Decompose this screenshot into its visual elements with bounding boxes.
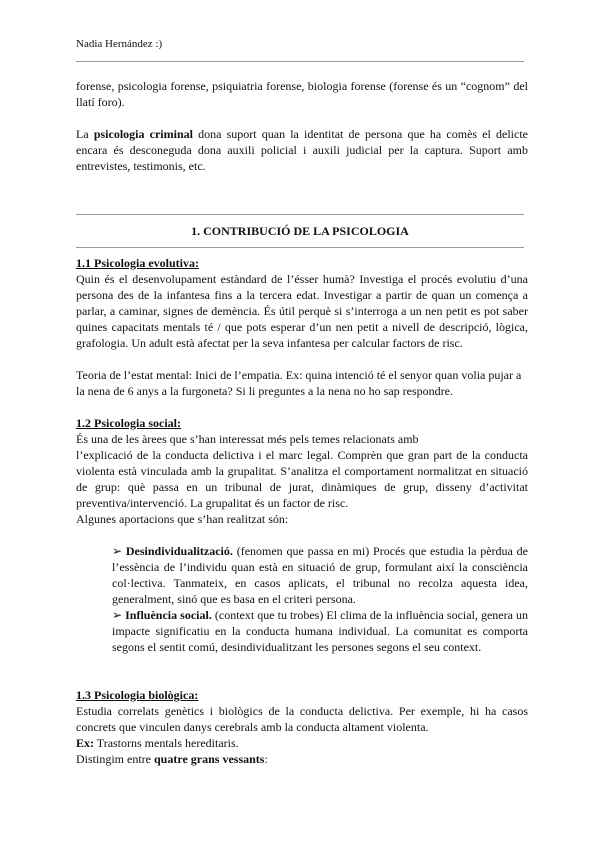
header-divider	[76, 61, 524, 62]
distinction-pre: Distingim entre	[76, 752, 154, 766]
intro-paragraph-1: forense, psicologia forense, psiquiatria forense, biologia forense (forense és un “cognom” del llatí foro).	[76, 79, 528, 109]
biologica-body: Estudia correlats genètics i biològics de la conducta delictiva. Per exemple, hi ha casos concrets que vinculen danys cerebrals amb la conducta altament violenta.	[76, 704, 528, 734]
bullet-term: Desindividualització.	[125, 544, 233, 558]
intro-p2-post: dona suport quan la identitat de persona que ha comès el delicte encara és desconeguda dona auxili policial i auxili judicial per la captura. Suport amb entrevistes, testimonis, etc.	[76, 127, 529, 173]
heading-text: 1.2 Psicologia social:	[76, 416, 181, 430]
social-body: l’explicació de la conducta delictiva i el marc legal. Comprèn que gran part de la conducta violenta està vinculada amb la grupalitat. S’analitza el comportament normalitzat en situació de grup: què passa en un tribunal de jurat, dinàmiques de grup, disseny d’activitat preventiva/intervenció. La grupalitat és un factor de risc.	[76, 448, 528, 510]
example-label: Ex:	[76, 736, 94, 750]
intro-p2-pre: La	[76, 127, 94, 141]
intro-p2-bold: psicologia criminal	[93, 127, 193, 141]
arrow-bullet-icon: ➢	[112, 544, 126, 558]
distinction-post: :	[264, 752, 268, 766]
biologica-example	[76, 735, 528, 751]
bullet-text: (fenomen que passa en mi) Procés que estudia la pèrdua de l’essència de l’individu quan està en situació de grup, formulant així la consciència col·lectiva. Tanmateix, en casos aplicats, el tribunal no recolza aquesta idea, generalment, sinó que es basa en el criteri persona.	[112, 544, 529, 606]
social-contributions-intro: Algunes aportacions que s’han realitzat són:	[76, 512, 289, 526]
section-divider-bottom	[76, 247, 524, 248]
bullet-desindividualitzacio	[112, 543, 528, 607]
section-title: 1. CONTRIBUCIÓ DE LA PSICOLOGIA	[191, 224, 409, 238]
evolutiva-note	[76, 367, 528, 399]
bullet-term: Influència social.	[125, 608, 212, 622]
heading-psicologia-biologica	[76, 687, 528, 703]
social-line-1: És una de les àrees que s’han interessat més pels temes relacionats amb	[76, 432, 419, 446]
bullet-text: (context que tu trobes) El clima de la influència social, genera un impacte significatiu en la conducta humana individual. La comunitat es comporta segons el sentit comú, desindividualitzant les persones segons el seu context.	[112, 608, 529, 654]
heading-psicologia-social	[76, 415, 528, 431]
example-text: Trastorns mentals hereditaris.	[94, 736, 239, 750]
evolutiva-body: Quin és el desenvolupament estàndard de l’ésser humà? Investiga el procés evolutiu d’una persona des de la infantesa fins a la tercera edat. Investigar a partir de quan un comença a parlar, a caminar, signes de demència. És útil perquè si s’interroga a un nen petit es pot saber quines capacitats mentals té / que pots esperar d’un nen petit a nivell de descripció, lògica, grafologia. Un adult està afectat per la seva infantesa per calcular factors de risc.	[76, 272, 528, 350]
page-header-author: Nadia Hernández :)	[76, 38, 163, 50]
biologica-distinction	[76, 751, 528, 767]
evolutiva-note-line-2: la nena de 6 anys a la furgoneta? Si li preguntes a la nena no ho sap respondre.	[76, 384, 453, 398]
bullet-influencia-social	[112, 607, 528, 655]
heading-text: 1.1 Psicologia evolutiva:	[76, 256, 199, 270]
intro-paragraph-2	[76, 126, 528, 174]
heading-text: 1.3 Psicologia biològica:	[76, 688, 199, 702]
section-divider-top	[76, 214, 524, 215]
distinction-bold: quatre grans vessants	[154, 752, 265, 766]
evolutiva-note-line-1: Teoria de l’estat mental: Inici de l’empatia. Ex: quina intenció té el senyor quan volia pujar a	[76, 368, 522, 382]
arrow-bullet-icon: ➢	[112, 608, 126, 622]
heading-psicologia-evolutiva	[76, 255, 528, 271]
